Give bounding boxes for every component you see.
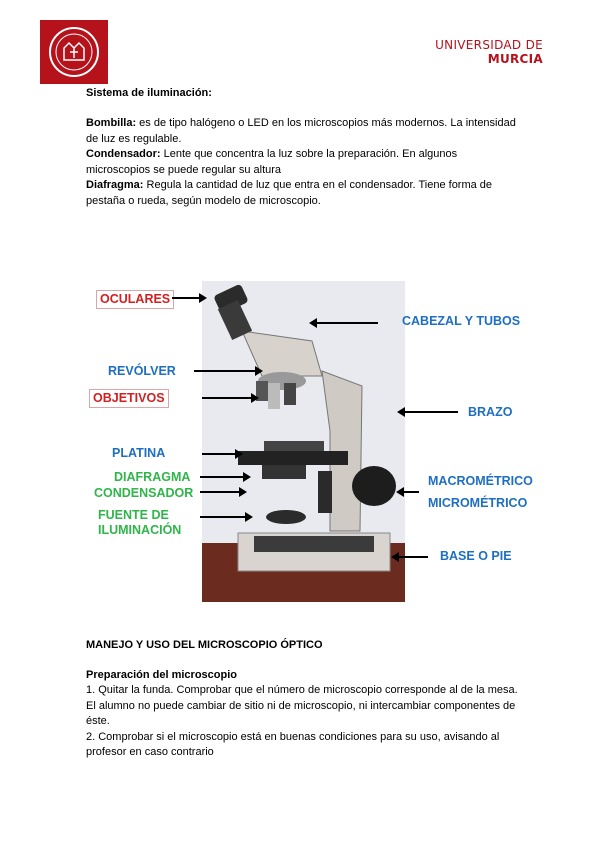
label-oculares: OCULARES [96,290,174,309]
label-fuente-2: ILUMINACIÓN [98,523,182,537]
arrow-objetivos [202,397,252,399]
label-cabezal: CABEZAL Y TUBOS [402,314,521,328]
steps-list [86,683,518,761]
university-name-line1: UNIVERSIDAD DE [435,38,543,52]
text-bombilla: es de tipo halógeno o LED en los microscopios más modernos. La intensidad de luz es regulable. [86,117,516,145]
text-diafragma: Regula la cantidad de luz que entra en el condensador. Tiene forma de pestaña o rueda, según modelo de microscopio. [86,179,493,207]
university-logo [40,20,108,84]
term-condensador: Condensador: [86,148,161,160]
label-condensador: CONDENSADOR [94,486,194,500]
label-diafragma: DIAFRAGMA [114,470,191,484]
text-condensador: Lente que concentra la luz sobre la preparación. En algunos microscopios se puede regular su altura [86,148,458,176]
section2-heading: MANEJO Y USO DEL MICROSCOPIO ÓPTICO [86,639,323,651]
microscope-image [202,281,405,602]
step-2: 2. Comprobar si el microscopio está en buenas condiciones para su uso, avisando al profesor en caso contrario [86,730,500,758]
university-seal-icon [48,26,100,78]
item-condensador [86,147,518,178]
item-bombilla [86,116,518,147]
arrow-oculares [172,297,200,299]
step-1: 1. Quitar la funda. Comprobar que el número de microscopio corresponde al de la mesa. El alumno no puede cambiar de sitio ni de microscopio, ni intercambiar componentes de éste. [86,684,518,727]
illumination-heading: Sistema de iluminación: [86,87,212,99]
label-objetivos: OBJETIVOS [89,389,169,408]
arrow-platina [202,453,236,455]
term-diafragma: Diafragma: [86,179,144,191]
item-diafragma [86,178,518,209]
arrow-condensador [200,491,240,493]
label-micrometrico: MICROMÉTRICO [428,496,528,510]
label-brazo: BRAZO [468,405,513,419]
arrow-base [398,556,428,558]
arrow-macro-micro [403,491,419,493]
label-base: BASE O PIE [440,549,512,563]
label-revolver: REVÓLVER [108,364,176,378]
label-fuente-1: FUENTE DE [98,508,169,522]
university-name [435,38,543,66]
label-platina: PLATINA [112,446,166,460]
arrow-fuente [200,516,246,518]
section2-subheading: Preparación del microscopio [86,669,237,681]
arrow-cabezal [316,322,378,324]
label-macrometrico: MACROMÉTRICO [428,474,533,488]
term-bombilla: Bombilla: [86,117,137,129]
arrow-diafragma [200,476,244,478]
arrow-brazo [404,411,458,413]
illumination-list [86,116,518,209]
arrow-revolver [194,370,256,372]
university-name-line2: MURCIA [487,52,543,66]
